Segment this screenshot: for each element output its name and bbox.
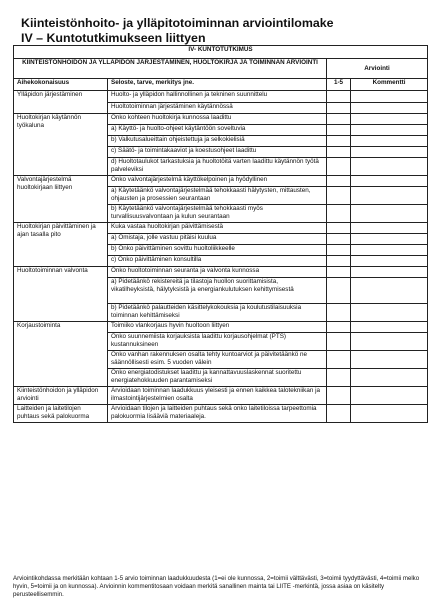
section-title: IV- KUNTOTUTKIMUS — [14, 46, 428, 59]
description-cell: Arvioidaan toiminnan laadukkuus yleisesti ja ennen kaikkea talotekniikan ja ilmastointijärjestelmien osalta — [108, 387, 327, 405]
comment-cell[interactable] — [351, 223, 428, 234]
description-cell: Onko energiatodistukset laadittu ja kannattavuuslaskennat suoritettu energiatehokkuuden parantamiseksi — [108, 369, 327, 387]
score-cell[interactable] — [327, 267, 351, 278]
description-cell: b) Onko päivittäminen sovittu huoltoliikkeelle — [108, 245, 327, 256]
table-row — [14, 176, 428, 187]
comment-cell[interactable] — [351, 158, 428, 176]
form-title-line2: IV – Kuntotutkimukseen liittyen — [21, 31, 206, 45]
description-cell: Huolto- ja ylläpidon hallinnollinen ja tekninen suunnittelu — [108, 91, 327, 103]
table-row — [14, 405, 428, 423]
table-row — [14, 322, 428, 333]
table-row — [14, 114, 428, 125]
area-cell: Ylläpidon järjestäminen — [14, 91, 108, 114]
description-cell: Onko huoltotoiminnan seuranta ja valvonta kunnossa — [108, 267, 327, 278]
description-cell: Huoltotoiminnan järjestäminen käytännössä — [108, 103, 327, 114]
score-cell[interactable] — [327, 245, 351, 256]
comment-cell[interactable] — [351, 136, 428, 147]
description-cell: Onko valvontajärjestelmä käyttökelpoinen ja hyödyllinen — [108, 176, 327, 187]
comment-cell[interactable] — [351, 245, 428, 256]
table-row — [14, 267, 428, 278]
comment-cell[interactable] — [351, 369, 428, 387]
description-cell: a) Käytetäänkö valvontajärjestelmää tehokkaasti hälytysten, mittausten, ohjausten ja prosessien seurantaan — [108, 187, 327, 205]
score-cell[interactable] — [327, 369, 351, 387]
comment-cell[interactable] — [351, 322, 428, 333]
comment-cell[interactable] — [351, 205, 428, 223]
score-cell[interactable] — [327, 333, 351, 351]
description-cell: b) Valkutusalueittain ohjeistettuja ja selkokielisiä — [108, 136, 327, 147]
comment-cell[interactable] — [351, 125, 428, 136]
comment-cell[interactable] — [351, 267, 428, 278]
description-cell: d) Huoltotaulukot tarkastuksia ja huoltotöitä varten laadittu käytännön työtä palveleviksi — [108, 158, 327, 176]
description-cell: b) Pidetäänkö palautteiden käsittelykokouksia ja koulutustilaisuuksia toiminnan kehittämiseksi — [108, 304, 327, 322]
area-cell: Huoltokirjan käytännön työkaluna — [14, 114, 108, 176]
footnote: Arviointikohdassa merkitään kohtaan 1-5 arvio toiminnan laadukkuudesta (1=ei ole kunnossa, 2=toimii välttävästi, 3=toimii tyydyttävästi, 4=toimii melko hyvin, 5=toimii ja on kunnossa). Arvioinnin kommentitosaan voidaan merkitä sanallinen mainta tai LIITE -merkintä, jossa asiaa on käsitelty perusteellisemmin. — [13, 575, 420, 598]
area-cell: Huoltotoiminnan valvonta — [14, 267, 108, 322]
area-cell: Laitteiden ja laitetilojen puhtaus sekä palokuorma — [14, 405, 108, 423]
score-cell[interactable] — [327, 223, 351, 234]
comment-cell[interactable] — [351, 103, 428, 114]
score-cell[interactable] — [327, 147, 351, 158]
description-cell: Onko suunnemiista korjauksista laadittu korjausohjelmat (PTS) kustannuksineen — [108, 333, 327, 351]
comment-cell[interactable] — [351, 405, 428, 423]
description-cell: c) Onko päivittäminen konsultilla — [108, 256, 327, 267]
description-cell: Kuka vastaa huoltokirjan päivittämisestä — [108, 223, 327, 234]
comment-cell[interactable] — [351, 304, 428, 322]
header-left: KIINTEISTÖNHOIDON JA YLLÄPIDON JÄRJESTÄMINEN, HUOLTOKIRJA JA TOIMINNAN ARVIOINTI — [14, 59, 327, 79]
score-cell[interactable] — [327, 351, 351, 369]
score-cell[interactable] — [327, 405, 351, 423]
score-cell[interactable] — [327, 136, 351, 147]
comment-cell[interactable] — [351, 176, 428, 187]
score-cell[interactable] — [327, 125, 351, 136]
description-cell: Toimiiko vlankorjaus hyvin huoltoon liittyen — [108, 322, 327, 333]
description-cell: a) Pidetäänkö rekistereitä ja tilastoja huollon suorittamisista, vikatilheyksistä, hälytyksistä ja energiankulutuksen kehittymisestä — [108, 278, 327, 304]
evaluation-table — [13, 45, 428, 423]
comment-cell[interactable] — [351, 91, 428, 103]
score-cell[interactable] — [327, 91, 351, 103]
column-header-area: Aihekokonaisuus — [14, 79, 108, 91]
comment-cell[interactable] — [351, 278, 428, 304]
comment-cell[interactable] — [351, 333, 428, 351]
area-cell: Huoltokirjan päivittäminen ja ajan tasalla pito — [14, 223, 108, 267]
score-cell[interactable] — [327, 278, 351, 304]
description-cell: Onko vanhan rakennuksen osalta tehty kuntoarviot ja päivitetäänkö ne säännöllisesti esim. 5 vuoden välein — [108, 351, 327, 369]
description-cell: Arvioidaan tilojen ja laitteiden puhtaus sekä onko laitetiloissa tarpeettomia palokuormia lisääviä materiaaleja. — [108, 405, 327, 423]
score-cell[interactable] — [327, 304, 351, 322]
table-row — [14, 387, 428, 405]
comment-cell[interactable] — [351, 351, 428, 369]
comment-cell[interactable] — [351, 256, 428, 267]
column-header-score: 1-5 — [327, 79, 351, 91]
comment-cell[interactable] — [351, 187, 428, 205]
score-cell[interactable] — [327, 234, 351, 245]
form-title-line1: Kiinteistönhoito- ja ylläpitotoiminnan arviointilomake — [21, 16, 334, 30]
score-cell[interactable] — [327, 187, 351, 205]
comment-cell[interactable] — [351, 234, 428, 245]
score-cell[interactable] — [327, 176, 351, 187]
description-cell: c) Säätö- ja toimintakaaviot ja koestusohjeet laadittu — [108, 147, 327, 158]
description-cell: a) Käyttö- ja huolto-ohjeet käytäntöön soveltuvia — [108, 125, 327, 136]
description-cell: a) Omistaja, jolle vastuu pitäisi kuulua — [108, 234, 327, 245]
column-header-description: Seloste, tarve, merkitys jne. — [108, 79, 327, 91]
score-cell[interactable] — [327, 158, 351, 176]
score-cell[interactable] — [327, 322, 351, 333]
area-cell: Korjaustoiminta — [14, 322, 108, 387]
score-cell[interactable] — [327, 205, 351, 223]
score-cell[interactable] — [327, 387, 351, 405]
form-title — [21, 16, 421, 46]
header-right: Arviointi — [327, 59, 428, 79]
table-row — [14, 91, 428, 103]
score-cell[interactable] — [327, 256, 351, 267]
area-cell: Kiinteistönhoidon ja ylläpidon arviointi — [14, 387, 108, 405]
comment-cell[interactable] — [351, 147, 428, 158]
table-row — [14, 223, 428, 234]
area-cell: Valvontajärjestelmä huoltokirjaan liittyen — [14, 176, 108, 223]
comment-cell[interactable] — [351, 387, 428, 405]
comment-cell[interactable] — [351, 114, 428, 125]
score-cell[interactable] — [327, 114, 351, 125]
column-header-comment: Kommentti — [351, 79, 428, 91]
score-cell[interactable] — [327, 103, 351, 114]
description-cell: Onko kohteen huoltokirja kunnossa laadittu — [108, 114, 327, 125]
description-cell: b) Käytetäänkö valvontajärjestelmää tehokkaasti myös turvallisuusvalvontaan ja kulun seurantaan — [108, 205, 327, 223]
